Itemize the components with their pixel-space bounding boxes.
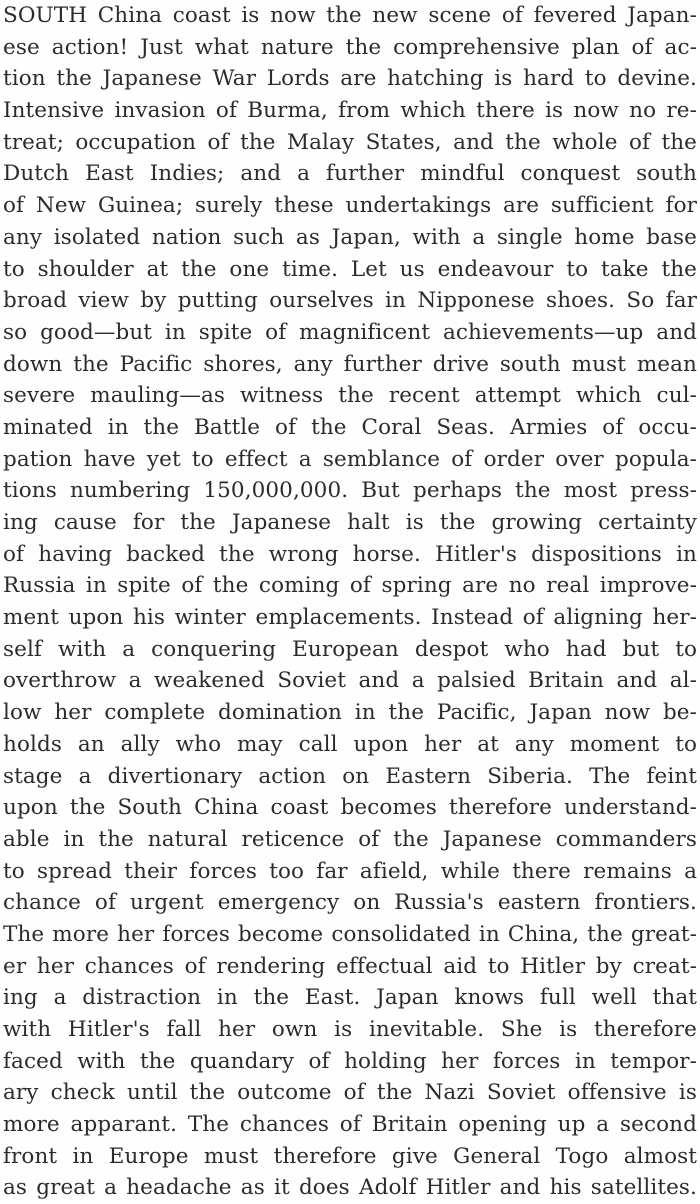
text-line-1: SOUTH China coast is now the new scene of fevered Japan- (3, 3, 697, 28)
text-line-6: Dutch East Indies; and a further mindful conquest south (3, 161, 697, 187)
text-line-30: The more her forces become consolidated in China, the great- (3, 921, 697, 947)
text-line-12: down the Pacific shores, any further drive south must mean (3, 351, 697, 377)
text-line-28: to spread their forces too far afield, while there remains a (3, 858, 697, 884)
text-line-17: ing cause for the Japanese halt is the growing certainty (3, 510, 697, 535)
text-line-11: so good—but in spite of magnificent achievements—up and (3, 319, 697, 345)
text-line-26: upon the South China coast becomes therefore understand- (3, 795, 697, 821)
text-line-37: front in Europe must therefore give General Togo almost (3, 1143, 697, 1169)
text-line-20: ment upon his winter emplacements. Instead of aligning her- (3, 605, 697, 631)
text-line-2: ese action! Just what nature the comprehensive plan of ac- (3, 34, 697, 60)
text-line-7: of New Guinea; surely these undertakings are sufficient for (3, 193, 697, 219)
text-line-34: faced with the quandary of holding her forces in tempor- (3, 1048, 697, 1074)
text-line-24: holds an ally who may call upon her at any moment to (3, 731, 697, 757)
text-line-35: ary check until the outcome of the Nazi Soviet offensive is (3, 1080, 697, 1106)
text-line-33: with Hitler's fall her own is inevitable. She is therefore (3, 1017, 697, 1042)
text-line-5: treat; occupation of the Malay States, and the whole of the (3, 129, 697, 155)
article-body (3, 0, 697, 1204)
text-line-9: to shoulder at the one time. Let us endeavour to take the (3, 256, 697, 282)
text-line-4: Intensive invasion of Burma, from which there is now no re- (3, 98, 697, 124)
text-line-29: chance of urgent emergency on Russia's eastern frontiers. (3, 890, 697, 916)
text-line-14: minated in the Battle of the Coral Seas. Armies of occu- (3, 414, 697, 440)
text-line-10: broad view by putting ourselves in Nipponese shoes. So far (3, 288, 697, 314)
text-line-31: er her chances of rendering effectual aid to Hitler by creat- (3, 953, 697, 979)
text-line-36: more apparant. The chances of Britain opening up a second (3, 1112, 697, 1138)
text-line-8: any isolated nation such as Japan, with a single home base (3, 224, 697, 250)
text-line-15: pation have yet to effect a semblance of order over popula- (3, 446, 697, 472)
text-line-27: able in the natural reticence of the Japanese commanders (3, 826, 697, 852)
text-line-32: ing a distraction in the East. Japan knows full well that (3, 985, 697, 1011)
text-line-18: of having backed the wrong horse. Hitler's dispositions in (3, 541, 697, 567)
text-line-38: as great a headache as it does Adolf Hitler and his satellites. (3, 1175, 697, 1201)
text-line-25: stage a divertionary action on Eastern Siberia. The feint (3, 763, 697, 789)
text-line-22: overthrow a weakened Soviet and a palsied Britain and al- (3, 668, 697, 694)
text-line-21: self with a conquering European despot who had but to (3, 636, 697, 662)
text-line-3: tion the Japanese War Lords are hatching is hard to devine. (3, 66, 697, 92)
text-line-19: Russia in spite of the coming of spring are no real improve- (3, 573, 697, 599)
text-line-16: tions numbering 150,000,000. But perhaps the most press- (3, 478, 697, 504)
text-line-23: low her complete domination in the Pacific, Japan now be- (3, 700, 697, 726)
text-line-13: severe mauling—as witness the recent attempt which cul- (3, 383, 697, 409)
